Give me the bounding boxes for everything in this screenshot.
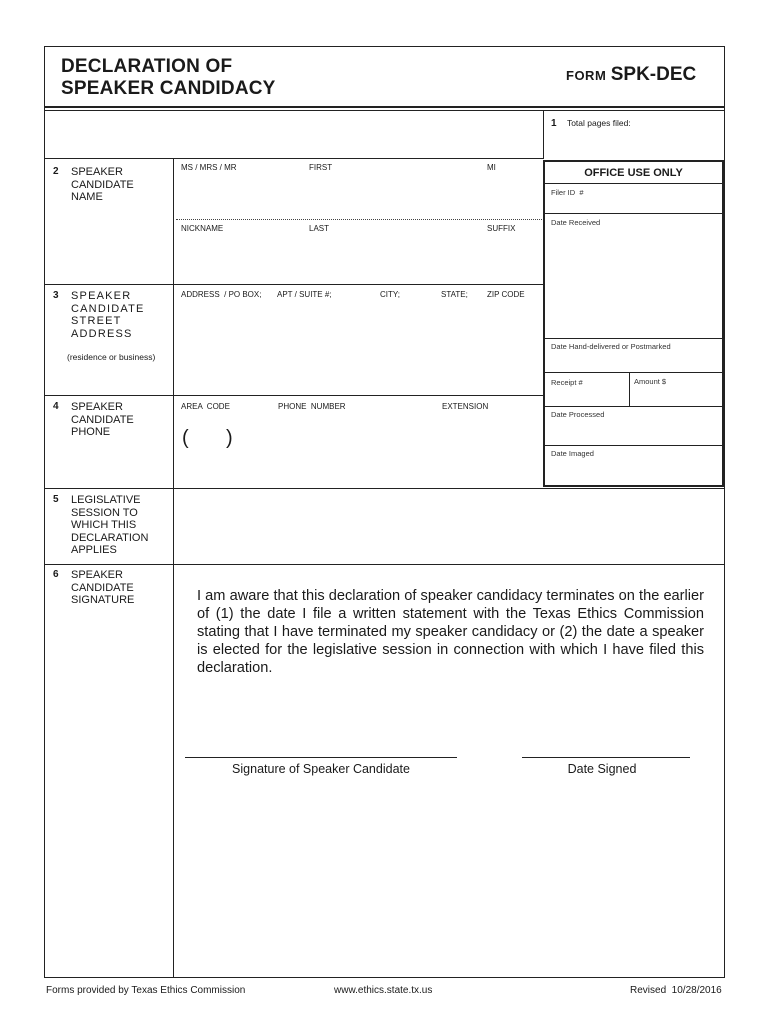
phone-number-input[interactable] bbox=[276, 420, 436, 460]
total-pages-input[interactable] bbox=[640, 112, 722, 156]
field-first-name: FIRST bbox=[309, 163, 333, 172]
field-title-prefix: MS / MRS / MR bbox=[181, 163, 237, 172]
filer-id-label: Filer ID # bbox=[551, 188, 584, 197]
receipt-rule bbox=[545, 406, 722, 407]
signature-line bbox=[185, 757, 457, 758]
section2-label-line2: CANDIDATE bbox=[71, 178, 134, 191]
section2-bottom-rule bbox=[44, 284, 544, 285]
section3-bottom-rule bbox=[44, 395, 544, 396]
section5-label-line5: APPLIES bbox=[71, 544, 117, 556]
signature-input[interactable] bbox=[185, 715, 457, 755]
field-last-name: LAST bbox=[309, 224, 330, 233]
extension-input[interactable] bbox=[440, 420, 540, 460]
header-rule bbox=[44, 106, 725, 108]
office-title-rule bbox=[545, 183, 722, 184]
field-apt-suite: APT / SUITE #; bbox=[277, 290, 332, 299]
date-received-label: Date Received bbox=[551, 218, 601, 227]
section2-label-line3: NAME bbox=[71, 191, 103, 203]
section5-number: 5 bbox=[53, 494, 59, 505]
header-rule-thin bbox=[44, 110, 725, 111]
field-zip-code: ZIP CODE bbox=[487, 290, 525, 299]
legislative-session-input[interactable] bbox=[176, 491, 722, 561]
footer-website[interactable]: www.ethics.state.tx.us bbox=[334, 985, 433, 996]
area-code-paren-open: ( bbox=[182, 427, 189, 449]
section5-label-line3: WHICH THIS bbox=[71, 519, 137, 531]
date-processed-rule bbox=[545, 445, 722, 446]
field-extension: EXTENSION bbox=[442, 402, 489, 411]
section1-divider bbox=[543, 110, 544, 158]
section6-label-line3: SIGNATURE bbox=[71, 594, 135, 606]
section2-label-line1: SPEAKER bbox=[71, 166, 123, 178]
section4-label-line2: CANDIDATE bbox=[71, 413, 134, 426]
field-middle-initial: MI bbox=[487, 163, 496, 172]
section5-label-line2: SESSION TO bbox=[71, 506, 138, 519]
field-nickname: NICKNAME bbox=[181, 224, 224, 233]
receipt-label: Receipt # bbox=[551, 378, 583, 387]
area-code-input[interactable] bbox=[192, 428, 224, 452]
area-code-paren-close: ) bbox=[226, 427, 233, 449]
section2-number: 2 bbox=[53, 166, 59, 177]
section6-label-line1: SPEAKER bbox=[71, 569, 123, 581]
section3-label-line2: CANDIDATE bbox=[71, 302, 145, 315]
field-phone-number: PHONE NUMBER bbox=[278, 402, 346, 411]
form-label: FORM bbox=[566, 68, 607, 83]
label-column-divider bbox=[173, 158, 174, 978]
footer-revised: Revised 10/28/2016 bbox=[630, 985, 722, 996]
signature-label: Signature of Speaker Candidate bbox=[232, 762, 410, 776]
section3-number: 3 bbox=[53, 290, 59, 301]
field-address: ADDRESS / PO BOX; bbox=[181, 290, 262, 299]
section3-label-line4: ADDRESS bbox=[71, 327, 133, 340]
section5-label-line1: LEGISLATIVE bbox=[71, 494, 141, 506]
declaration-statement: I am aware that this declaration of speaker candidacy terminates on the earlier of (1) the date I file a written statement with the Texas Ethics Commission stating that I have terminated my speaker candidacy or (2) the date a speaker is elected for the legislative session in connection with which I have filed this declaration. bbox=[197, 588, 704, 676]
date-received-rule bbox=[545, 338, 722, 339]
field-suffix: SUFFIX bbox=[487, 224, 516, 233]
section4-label-line1: SPEAKER bbox=[71, 401, 123, 413]
section5-label-line4: DECLARATION bbox=[71, 531, 149, 544]
section3-label-line3: STREET bbox=[71, 315, 122, 327]
amount-label: Amount $ bbox=[634, 377, 667, 386]
section6-number: 6 bbox=[53, 569, 59, 580]
form-title bbox=[61, 56, 276, 100]
name-dotted-divider bbox=[176, 219, 542, 220]
filer-id-rule bbox=[545, 213, 722, 214]
section1-label: Total pages filed: bbox=[566, 118, 631, 128]
form-code: SPK-DEC bbox=[610, 64, 697, 85]
office-use-box bbox=[543, 160, 724, 487]
date-processed-label: Date Processed bbox=[551, 410, 605, 419]
hand-delivered-rule bbox=[545, 372, 722, 373]
section1-total-pages bbox=[551, 118, 631, 129]
section4-bottom-rule bbox=[44, 488, 725, 489]
address-input[interactable] bbox=[176, 300, 540, 390]
date-imaged-label: Date Imaged bbox=[551, 449, 594, 458]
section4-label-line3: PHONE bbox=[71, 426, 111, 438]
section5-bottom-rule bbox=[44, 564, 725, 565]
section1-bottom-rule bbox=[44, 158, 544, 159]
section3-label-line1: SPEAKER bbox=[71, 290, 132, 302]
field-city: CITY; bbox=[380, 290, 400, 299]
form-title-line2: SPEAKER CANDIDACY bbox=[61, 78, 276, 99]
date-signed-line bbox=[522, 757, 690, 758]
section6-label-line2: CANDIDATE bbox=[71, 581, 134, 594]
office-use-title: OFFICE USE ONLY bbox=[584, 167, 683, 179]
name-top-input[interactable] bbox=[176, 172, 540, 216]
section1-number: 1 bbox=[551, 118, 557, 129]
name-bottom-input[interactable] bbox=[176, 233, 540, 281]
section4-number: 4 bbox=[53, 401, 59, 412]
date-signed-label: Date Signed bbox=[567, 762, 637, 776]
section3-note: (residence or business) bbox=[67, 352, 156, 362]
form-code-block bbox=[566, 64, 696, 86]
date-signed-input[interactable] bbox=[522, 715, 690, 755]
field-state: STATE; bbox=[441, 290, 468, 299]
form-title-line1: DECLARATION OF bbox=[61, 56, 233, 77]
field-area-code: AREA CODE bbox=[181, 402, 230, 411]
footer-provider: Forms provided by Texas Ethics Commission bbox=[46, 985, 246, 996]
date-hand-delivered-label: Date Hand-delivered or Postmarked bbox=[551, 342, 671, 351]
receipt-amount-divider bbox=[629, 372, 630, 406]
